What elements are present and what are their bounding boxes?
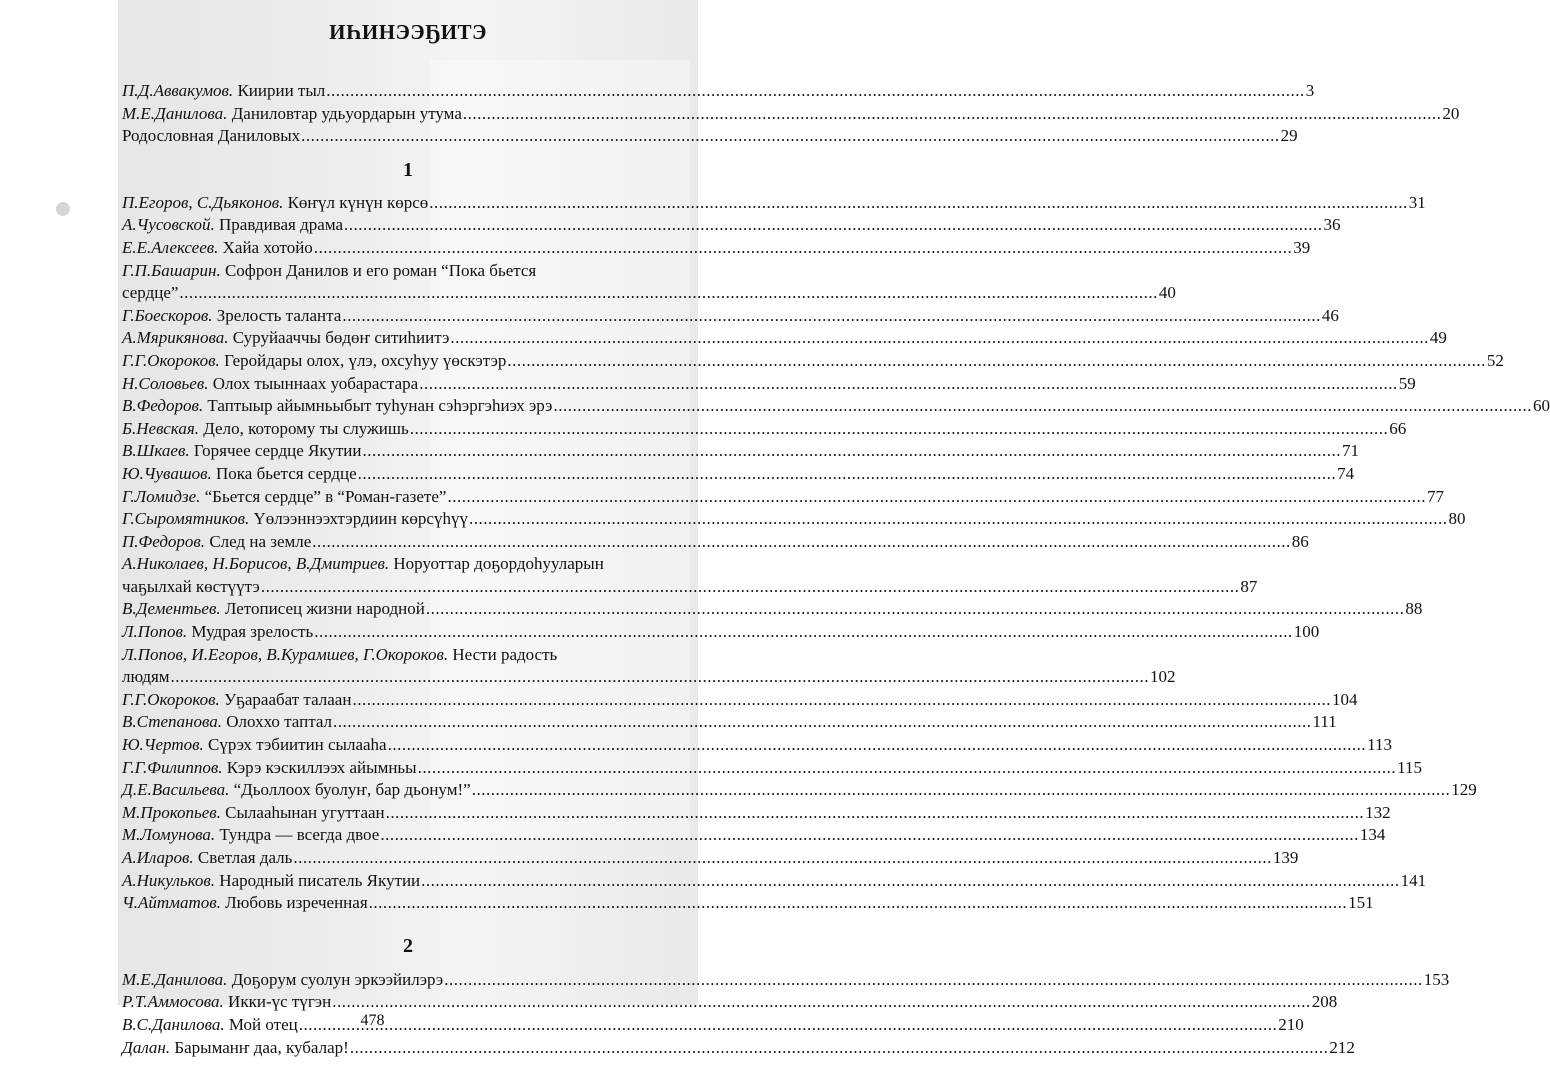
entry-title-continued: сердце”: [122, 283, 179, 303]
entry-title-continued: людям: [122, 667, 170, 687]
entry-title: Софрон Данилов и его роман “Пока бьется: [224, 260, 537, 280]
leader-dots: [314, 621, 1293, 644]
toc-entry-line: [122, 373, 1416, 396]
entry-author: Ю.Чертов.: [122, 735, 204, 755]
entry-text: [122, 779, 471, 802]
leader-dots: [171, 666, 1150, 689]
entry-page: 49: [1429, 328, 1447, 348]
entry-page: 88: [1405, 599, 1423, 619]
entry-text: [122, 847, 292, 870]
leader-dots: [293, 847, 1272, 870]
entry-text: [122, 440, 361, 463]
toc-entry: [122, 418, 1407, 441]
leader-dots: [312, 531, 1291, 554]
entry-page: 87: [1240, 576, 1258, 596]
page-number: 478: [360, 1012, 385, 1029]
entry-title: Кэрэ кэскиллээх айымньы: [226, 757, 417, 777]
toc-entry: [122, 395, 1550, 418]
toc-front-matter: [122, 80, 1460, 148]
leader-dots: [369, 892, 1348, 915]
leader-dots: [386, 802, 1365, 825]
entry-author: Г.Г.Окороков.: [122, 689, 220, 709]
entry-page: 60: [1532, 396, 1550, 416]
entry-text: [122, 689, 351, 712]
entry-title: Олох тыыннаах уобарастара: [212, 373, 419, 393]
toc-entry-line: [122, 824, 1386, 847]
entry-page: 46: [1321, 305, 1339, 325]
toc-entry: [122, 125, 1298, 148]
entry-title: Горячее сердце Якутии: [193, 441, 362, 461]
leader-dots: [179, 282, 1158, 305]
toc-entry-line: [122, 508, 1466, 531]
entry-page: 134: [1359, 825, 1386, 845]
entry-title: Хайа хотойо: [222, 237, 313, 257]
toc-entry-first-line: [122, 553, 694, 576]
toc-entry-line: [122, 870, 1427, 893]
toc-entry-line: [122, 282, 1176, 305]
entry-author: А.Николаев, Н.Борисов, В.Дмитриев.: [122, 554, 390, 574]
entry-author: Далан.: [122, 1037, 171, 1057]
entry-page: 212: [1329, 1037, 1355, 1057]
toc-entry-line: [122, 440, 1359, 463]
entry-title: Киирии тыл: [237, 81, 326, 100]
toc-entry-line: [122, 214, 1341, 237]
toc-entry: [122, 621, 1320, 644]
entry-text: [122, 892, 368, 915]
leader-dots: [301, 125, 1280, 148]
entry-page: 80: [1448, 509, 1466, 529]
entry-page: 40: [1158, 283, 1176, 303]
entry-author: П.Д.Аввакумов.: [122, 81, 234, 100]
entry-page: 36: [1323, 215, 1341, 235]
entry-author: Ю.Чувашов.: [122, 463, 212, 483]
leader-dots: [362, 440, 1341, 463]
entry-page: 100: [1293, 622, 1320, 642]
entry-text: [122, 418, 409, 441]
entry-page: 139: [1272, 848, 1299, 867]
leader-dots: [553, 395, 1532, 418]
entry-page: 52: [1486, 350, 1504, 370]
entry-title: Көҥүл күнүн көрсө: [287, 192, 429, 212]
leader-dots: [426, 598, 1405, 621]
entry-page: 102: [1150, 667, 1176, 687]
entry-text: [122, 734, 387, 757]
entry-page: 208: [1311, 992, 1338, 1012]
toc-entry: [122, 689, 1358, 712]
entry-title: Дело, которому ты служишь: [203, 418, 409, 438]
entry-title: “Дьоллоох буолуҥ, бар дьонум!”: [233, 780, 471, 800]
entry-title: Таптыыр айымньыбыт туһунан сэһэргэһиэх эрэ: [207, 396, 553, 416]
entry-text: [122, 824, 379, 847]
toc-entry: [122, 103, 1460, 126]
entry-title: Пока бьется сердце: [216, 463, 357, 483]
toc-entry: [122, 802, 1391, 825]
entry-text: [122, 486, 446, 509]
section-2-heading: 2: [403, 934, 413, 957]
entry-title: Светлая даль: [197, 848, 293, 867]
entry-text: [122, 305, 341, 328]
toc-entry: [122, 260, 1176, 305]
entry-page: 132: [1365, 802, 1391, 822]
toc-entry-line: [122, 711, 1337, 734]
entry-author: В.Дементьев.: [122, 599, 221, 619]
toc-entry-line: [122, 689, 1358, 712]
entry-page: 71: [1341, 441, 1359, 461]
toc-entry-line: [122, 991, 1338, 1014]
entry-author: М.Е.Данилова.: [122, 969, 228, 989]
entry-page: 31: [1408, 192, 1426, 212]
entry-title: Народный писатель Якутии: [219, 870, 421, 890]
toc-entry-line: [122, 666, 1176, 689]
entry-title: Геройдары олох, үлэ, охсуһуу үөскэтэр: [224, 350, 507, 370]
leader-dots: [344, 214, 1323, 237]
leader-dots: [419, 373, 1398, 396]
entry-author: Б.Невская.: [122, 418, 199, 438]
entry-title: Даниловтар удьуордарын утума: [231, 103, 462, 123]
leader-dots: [380, 824, 1359, 847]
entry-title: Любовь изреченная: [225, 893, 368, 913]
toc-entry-line: [122, 1037, 1355, 1060]
entry-author: Е.Е.Алексеев.: [122, 237, 219, 257]
entry-page: 210: [1278, 1014, 1304, 1034]
leader-dots: [418, 757, 1397, 780]
toc-entry: [122, 969, 1450, 992]
toc-entry-line: [122, 327, 1447, 350]
toc-entry: [122, 870, 1427, 893]
toc-entry-line: [122, 802, 1391, 825]
entry-title: Норуоттар доҕордоһууларын: [393, 554, 604, 574]
toc-entry-first-line: [122, 644, 694, 667]
toc-entry: [122, 192, 1426, 215]
toc-entry: [122, 327, 1447, 350]
entry-page: 115: [1397, 757, 1422, 777]
leader-dots: [447, 486, 1426, 509]
entry-author: А.Иларов.: [122, 848, 194, 867]
toc-content: [122, 18, 1550, 1059]
toc-entry: [122, 237, 1311, 260]
toc-entry: [122, 757, 1422, 780]
entry-author: Д.Е.Васильева.: [122, 780, 230, 800]
toc-entry-line: [122, 418, 1407, 441]
leader-dots: [352, 689, 1331, 712]
entry-author: Г.П.Башарин.: [122, 260, 221, 280]
entry-author: Г.Ломидзе.: [122, 486, 201, 506]
section-1-heading: 1: [403, 158, 413, 181]
toc-entry-line: [122, 969, 1450, 992]
entry-author: Г.Боескоров.: [122, 305, 213, 325]
toc-entry: [122, 598, 1423, 621]
leader-dots: [507, 350, 1486, 373]
entry-text: [122, 711, 332, 734]
toc-entry: [122, 824, 1386, 847]
toc-entry-line: [122, 192, 1426, 215]
leader-dots: [332, 991, 1311, 1014]
entry-author: М.Е.Данилова.: [122, 103, 228, 123]
toc-entry: [122, 350, 1504, 373]
toc-entry-line: [122, 531, 1309, 554]
entry-author: В.Степанова.: [122, 712, 222, 732]
entry-page: 29: [1280, 126, 1298, 146]
toc-entry: [122, 440, 1359, 463]
toc-entry-first-line: [122, 260, 694, 283]
entry-text: [122, 373, 418, 396]
leader-dots: [410, 418, 1389, 441]
toc-entry-line: [122, 757, 1422, 780]
toc-entry-line: [122, 305, 1339, 328]
entry-title: Барыманҥ даа, кубалар!: [174, 1037, 349, 1057]
entry-author: В.Шкаев.: [122, 441, 190, 461]
entry-author: М.Ломунова.: [122, 825, 216, 845]
entry-title: Сылааһынан угуттаан: [225, 802, 385, 822]
entry-text: [122, 508, 468, 531]
entry-page: 59: [1398, 373, 1416, 393]
entry-text: [122, 327, 449, 350]
entry-text: [122, 598, 425, 621]
entry-text: [122, 1037, 349, 1060]
entry-title: Икки-үс түгэн: [228, 992, 332, 1012]
toc-entry: [122, 463, 1355, 486]
toc-entry-line: [122, 80, 1315, 103]
toc-entry-line: [122, 237, 1311, 260]
entry-author: Г.Г.Окороков.: [122, 350, 220, 370]
toc-entry: [122, 508, 1466, 531]
leader-dots: [261, 576, 1240, 599]
toc-entry: [122, 991, 1338, 1014]
toc-entry: [122, 847, 1299, 870]
entry-page: 104: [1331, 689, 1358, 709]
toc-entry-line: [122, 779, 1477, 802]
toc-entry: [122, 214, 1341, 237]
entry-text: [122, 80, 325, 103]
entry-title: Доҕорум суолун эркээйилэрэ: [231, 969, 444, 989]
entry-page: 77: [1426, 486, 1444, 506]
leader-dots: [358, 463, 1337, 486]
leader-dots: [333, 711, 1312, 734]
entry-page: 20: [1442, 103, 1460, 123]
toc-entry-line: [122, 847, 1299, 870]
entry-text: [122, 757, 417, 780]
entry-page: 74: [1337, 463, 1355, 483]
entry-text: [122, 103, 462, 126]
entry-author: В.С.Данилова.: [122, 1014, 225, 1034]
entry-title: Нести радость: [452, 644, 558, 664]
entry-title: Уҕараабат талаан: [224, 689, 352, 709]
toc-entry-line: [122, 486, 1444, 509]
toc-entry-line: [122, 463, 1355, 486]
toc-entry-line: [122, 576, 1258, 599]
toc-entry: [122, 1037, 1355, 1060]
entry-title: Үөлээннээхтэрдиин көрсүһүү: [253, 509, 468, 529]
toc-entry: [122, 80, 1315, 103]
entry-title: Зрелость таланта: [216, 305, 342, 325]
entry-text: [122, 969, 443, 992]
entry-title: Олоххо таптал: [226, 712, 333, 732]
entry-text: [122, 237, 313, 260]
entry-title: Сүрэх тэбиитин сылааһа: [208, 735, 387, 755]
entry-text: [122, 463, 357, 486]
leader-dots: [314, 237, 1293, 260]
leader-dots: [342, 305, 1321, 328]
entry-text: [122, 395, 552, 418]
entry-text: [122, 531, 311, 554]
leader-dots: [463, 103, 1442, 126]
entry-author: Л.Попов.: [122, 622, 188, 642]
leader-dots: [450, 327, 1429, 350]
entry-page: 111: [1312, 712, 1337, 732]
entry-author: Ч.Айтматов.: [122, 893, 221, 913]
toc-entry-line: [122, 395, 1550, 418]
entry-author: М.Прокопьев.: [122, 802, 221, 822]
entry-text: [122, 802, 385, 825]
toc-section-1: [122, 192, 1550, 915]
entry-title: Правдивая драма: [219, 215, 344, 235]
entry-title: Родословная Даниловых: [122, 126, 301, 146]
toc-entry: [122, 892, 1374, 915]
entry-title: Мой отец: [228, 1014, 298, 1034]
toc-entry-line: [122, 125, 1298, 148]
entry-page: 141: [1400, 870, 1427, 890]
leader-dots: [421, 870, 1400, 893]
entry-page: 39: [1293, 237, 1311, 257]
entry-author: П.Егоров, С.Дьяконов.: [122, 192, 284, 212]
entry-page: 3: [1305, 81, 1315, 100]
leader-dots: [350, 1037, 1329, 1060]
entry-page: 151: [1348, 893, 1374, 913]
entry-text: [122, 870, 420, 893]
entry-text: [122, 214, 343, 237]
entry-text: [122, 125, 300, 148]
toc-entry-line: [122, 621, 1320, 644]
entry-page: 66: [1389, 418, 1407, 438]
toc-entry: [122, 644, 1176, 689]
entry-author: А.Мярикянова.: [122, 328, 229, 348]
entry-page: 153: [1423, 969, 1450, 989]
entry-title-continued: чаҕылхай көстүүтэ: [122, 576, 260, 596]
entry-page: 113: [1367, 735, 1392, 755]
toc-entry-line: [122, 598, 1423, 621]
leader-dots: [326, 80, 1305, 103]
leader-dots: [469, 508, 1448, 531]
entry-author: А.Никульков.: [122, 870, 216, 890]
entry-title: Суруйааччы бөдөҥ ситиһиитэ: [232, 328, 450, 348]
toc-entry: [122, 305, 1339, 328]
leader-dots: [429, 192, 1408, 215]
entry-text: [122, 350, 506, 373]
toc-entry: [122, 373, 1416, 396]
toc-entry-line: [122, 350, 1504, 373]
toc-entry-line: [122, 734, 1392, 757]
entry-title: След на земле: [209, 531, 312, 551]
entry-text: [122, 192, 428, 215]
entry-title: Тундра — всегда двое: [219, 825, 380, 845]
entry-title: Мудрая зрелость: [191, 622, 314, 642]
leader-dots: [472, 779, 1451, 802]
toc-entry: [122, 531, 1309, 554]
toc-entry: [122, 486, 1444, 509]
toc-title: ИҺИНЭЭҔИТЭ: [329, 20, 487, 44]
leader-dots: [444, 969, 1423, 992]
entry-author: Л.Попов, И.Егоров, В.Курамшев, Г.Окороков.: [122, 644, 449, 664]
entry-author: П.Федоров.: [122, 531, 206, 551]
toc-entry-line: [122, 103, 1460, 126]
entry-text: [122, 621, 313, 644]
scan-speck: [56, 202, 70, 216]
entry-author: Р.Т.Аммосова.: [122, 992, 224, 1012]
entry-author: Г.Г.Филиппов.: [122, 757, 223, 777]
leader-dots: [388, 734, 1367, 757]
toc-entry: [122, 779, 1477, 802]
entry-page: 86: [1291, 531, 1309, 551]
entry-page: 129: [1451, 780, 1477, 800]
entry-author: А.Чусовской.: [122, 215, 215, 235]
toc-entry-line: [122, 892, 1374, 915]
entry-author: Н.Соловьев.: [122, 373, 209, 393]
toc-entry: [122, 553, 1258, 598]
toc-entry: [122, 734, 1392, 757]
toc-entry: [122, 711, 1337, 734]
entry-author: Г.Сыромятников.: [122, 509, 250, 529]
entry-title: Летописец жизни народной: [224, 599, 425, 619]
entry-text: [122, 991, 331, 1014]
entry-author: В.Федоров.: [122, 396, 204, 416]
entry-title: “Бьется сердце” в “Роман-газете”: [204, 486, 447, 506]
